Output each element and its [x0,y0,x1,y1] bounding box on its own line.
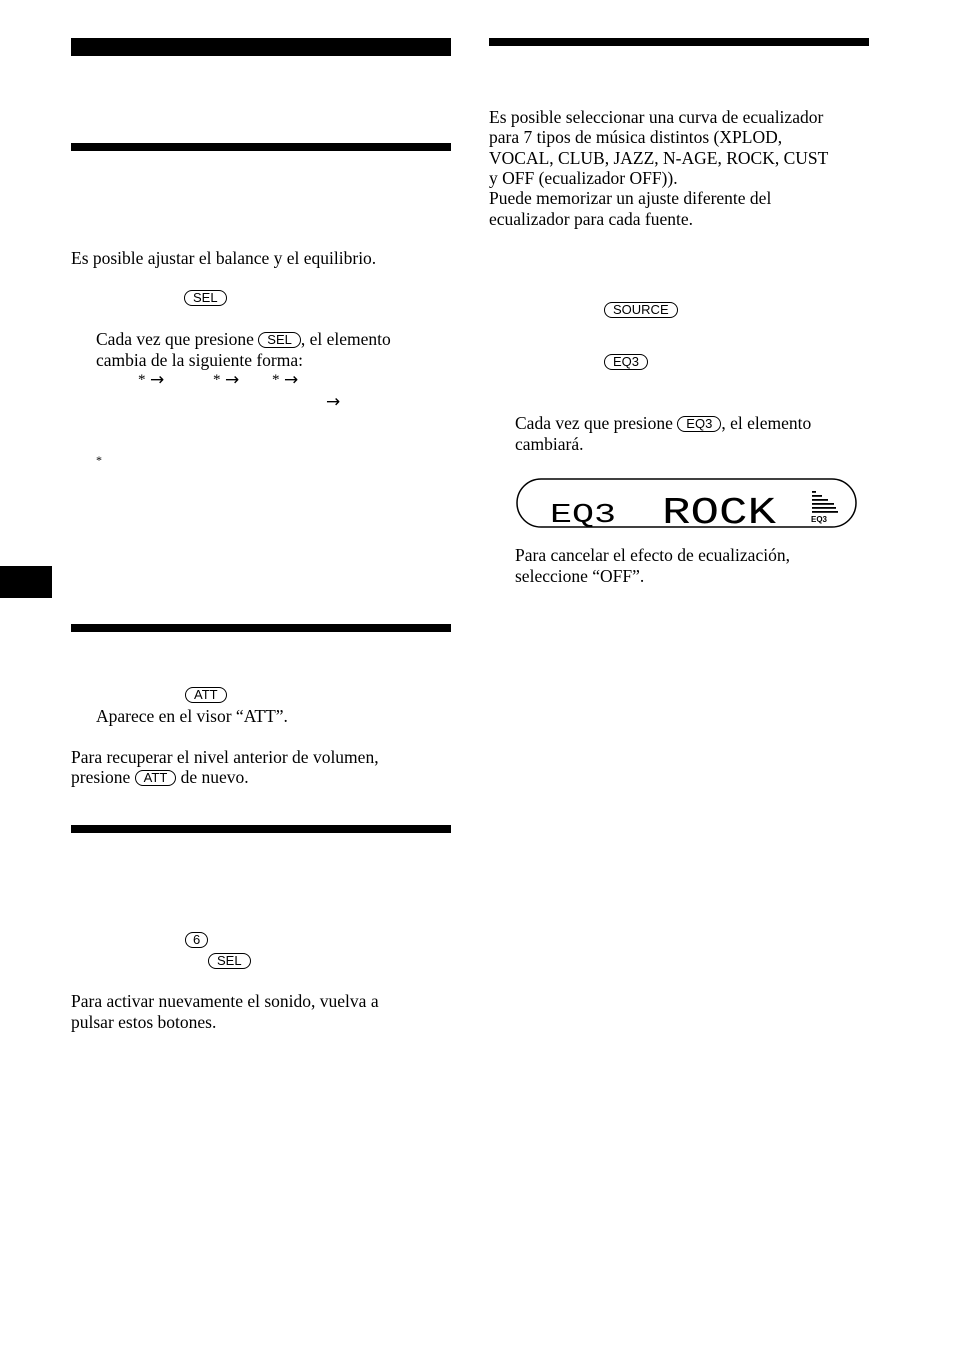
eq3-button-inline: EQ3 [677,416,721,432]
att-appears: Aparece en el visor “ATT”. [96,706,288,726]
sequence-asterisk-2: * [213,372,221,388]
eq-intro-5: Puede memorizar un ajuste diferente del [489,188,772,208]
balance-intro: Es posible ajustar el balance y el equilibrio. [71,248,377,268]
lcd-left-text: EQ3 [550,501,616,528]
att-button-label: ATT [185,687,227,703]
eq-cancel-line1: Para cancelar el efecto de ecualización, [515,545,790,565]
sel-button-label: SEL [208,953,251,969]
balance-press-line2: cambia de la siguiente forma: [96,350,304,370]
arrow-right-icon: → [284,370,299,390]
eq3-button-label: EQ3 [604,354,648,370]
button-6-label: 6 [185,932,208,948]
eq-intro-2: para 7 tipos de música distintos (XPLOD, [489,127,783,147]
sequence-asterisk-3: * [272,372,280,388]
arrow-right-icon: → [225,370,240,390]
sequence-asterisk-1: * [138,372,146,388]
mute-reactivate-line2: pulsar estos botones. [71,1012,217,1032]
balance-press-suffix: , el elemento [300,329,391,349]
sel-button-label: SEL [184,290,227,306]
arrow-right-icon: → [150,370,165,390]
eq3-step-button [604,354,648,372]
lcd-main-text: ROCK [662,492,777,528]
source-step-button [604,302,678,320]
section-rule-att [71,624,451,632]
lcd-badge-text: EQ3 [811,515,828,524]
att-step-button [185,687,227,705]
footnote-asterisk: * [96,453,102,467]
lcd-display [516,478,857,528]
eq-press-prefix: Cada vez que presione [515,413,673,433]
arrow-right-icon: → [326,392,341,412]
mute-button-sel [208,953,251,971]
eq-intro-4: y OFF (ecualizador OFF)). [489,168,678,188]
eq-intro-6: ecualizador para cada fuente. [489,209,694,229]
att-recover-line1: Para recuperar el nivel anterior de volumen, [71,747,379,767]
section-rule-balance [71,143,451,151]
eq-press-line1 [515,413,811,434]
source-button-label: SOURCE [604,302,678,318]
att-button-inline: ATT [135,770,177,786]
att-recover-suffix: de nuevo. [180,767,249,787]
balance-step-button [184,290,227,308]
section-rule-top-left [71,38,451,56]
eq-press-line2: cambiará. [515,434,584,454]
eq-intro-3: VOCAL, CLUB, JAZZ, N-AGE, ROCK, CUST [489,148,829,168]
att-recover-prefix: presione [71,767,131,787]
balance-press-line1 [96,329,391,350]
section-rule-mute [71,825,451,833]
mute-reactivate-line1: Para activar nuevamente el sonido, vuelva a [71,991,379,1011]
section-rule-eq [489,38,869,46]
mute-button-6 [185,932,208,950]
eq-intro-1: Es posible seleccionar una curva de ecualizador [489,107,824,127]
att-recover-line2 [71,767,249,788]
balance-press-prefix: Cada vez que presione [96,329,254,349]
eq-cancel-line2: seleccione “OFF”. [515,566,645,586]
eq-press-suffix: , el elemento [721,413,812,433]
sel-button-inline: SEL [258,332,301,348]
page-tab [0,566,52,598]
